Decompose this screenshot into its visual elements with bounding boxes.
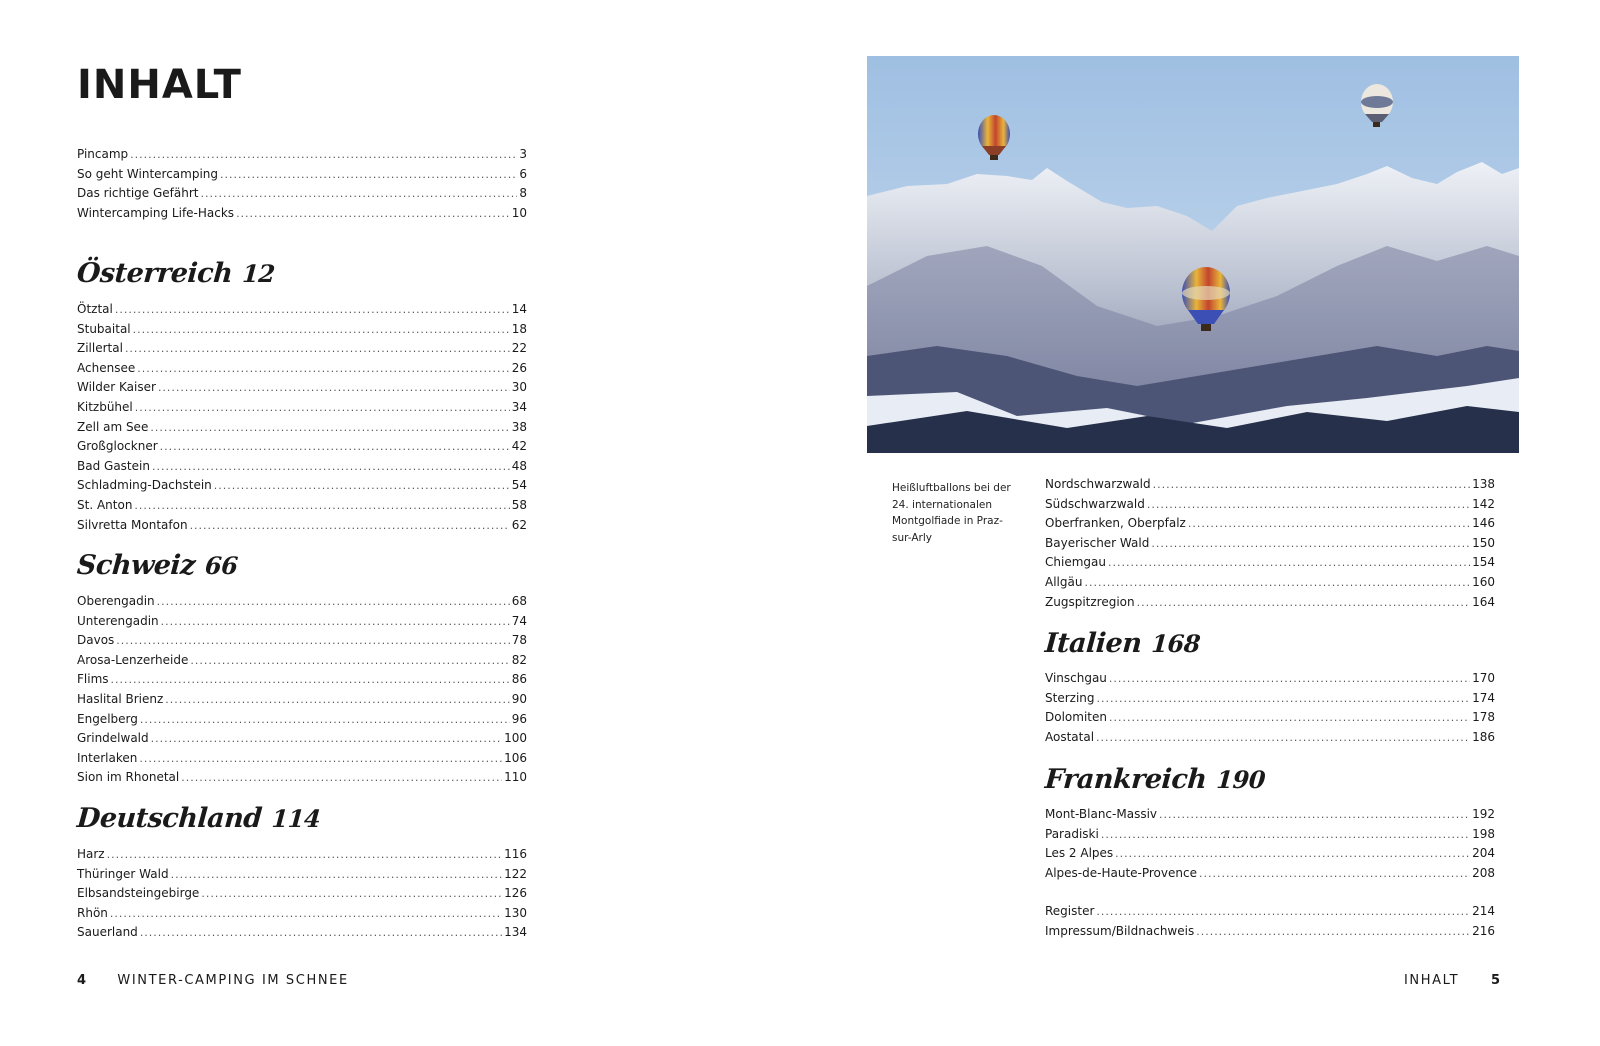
toc-entry-page: 174	[1472, 690, 1495, 705]
toc-entry-title: St. Anton	[77, 497, 133, 512]
toc-entry-title: Mont-Blanc-Massiv	[1045, 807, 1158, 821]
section-page: 114	[270, 804, 322, 833]
toc-entry-title: Interlaken	[77, 750, 138, 765]
toc-entry	[77, 341, 527, 361]
toc-leader-dots	[111, 673, 510, 686]
toc-entry-page: 42	[511, 439, 527, 454]
toc-entry-page: 138	[1472, 477, 1495, 491]
toc-entry-page: 68	[511, 594, 527, 608]
toc-entry-page: 126	[504, 886, 527, 901]
toc-leader-dots	[1084, 576, 1470, 589]
toc-entry-title: Alpes-de-Haute-Provence	[1045, 865, 1197, 880]
toc-deutschland	[77, 847, 527, 945]
toc-leader-dots	[190, 519, 510, 532]
footer-left	[77, 973, 349, 988]
toc-entry	[1045, 730, 1495, 750]
toc-entry	[1045, 846, 1495, 866]
toc-entry-title: Haslital Brienz	[77, 691, 164, 706]
toc-leader-dots	[1108, 556, 1470, 569]
toc-entry-title: Nordschwarzwald	[1045, 477, 1151, 491]
toc-entry	[77, 672, 527, 692]
section-heading-frankreich	[1044, 764, 1266, 795]
toc-entry-page: 54	[511, 478, 527, 493]
toc-entry	[77, 653, 527, 673]
footer-page-number: 4	[77, 973, 88, 988]
footer-running-title: WINTER-CAMPING IM SCHNEE	[117, 973, 349, 988]
toc-leader-dots	[190, 654, 509, 667]
toc-leader-dots	[214, 479, 510, 492]
toc-entry-title: Achensee	[77, 360, 136, 375]
toc-entry	[77, 614, 527, 634]
toc-entry	[77, 518, 527, 538]
toc-entry	[77, 751, 527, 771]
toc-entry	[77, 847, 527, 867]
toc-entry-title: Dolomiten	[1045, 710, 1107, 725]
toc-entry-title: Bad Gastein	[77, 458, 150, 473]
toc-entry	[1045, 477, 1495, 497]
toc-entry-page: 110	[504, 770, 527, 785]
toc-entry-title: Zugspitzregion	[1045, 594, 1135, 609]
toc-entry	[77, 167, 527, 187]
toc-leader-dots	[115, 303, 510, 316]
toc-entry	[77, 478, 527, 498]
toc-leader-dots	[236, 207, 510, 220]
toc-entry	[77, 322, 527, 342]
toc-entry-title: Zell am See	[77, 419, 149, 434]
toc-entry-title: Chiemgau	[1045, 555, 1106, 570]
toc-frankreich	[1045, 807, 1495, 885]
toc-entry-title: Register	[1045, 904, 1095, 918]
toc-entry-title: Oberfranken, Oberpfalz	[1045, 516, 1186, 531]
section-page: 168	[1150, 629, 1202, 658]
toc-leader-dots	[1153, 478, 1470, 491]
toc-leader-dots	[158, 381, 510, 394]
section-page: 12	[241, 259, 276, 288]
section-heading-deutschland	[76, 803, 322, 834]
toc-entry-title: Pincamp	[77, 147, 129, 161]
toc-entry	[1045, 827, 1495, 847]
toc-entry-page: 22	[511, 341, 527, 356]
toc-entry-title: Wintercamping Life-Hacks	[77, 205, 235, 220]
toc-entry	[77, 906, 527, 926]
toc-entry	[77, 886, 527, 906]
toc-entry-title: Oberengadin	[77, 594, 155, 608]
toc-entry	[1045, 555, 1495, 575]
toc-entry-page: 3	[519, 147, 527, 161]
toc-entry	[77, 498, 527, 518]
toc-leader-dots	[157, 595, 510, 608]
photo-caption: Heißluftballons bei der 24. internationalen Montgolfiade in Praz-sur-Arly	[892, 482, 1011, 544]
toc-entry-page: 208	[1472, 865, 1495, 880]
footer-running-title: INHALT	[1404, 973, 1460, 988]
toc-oesterreich	[77, 302, 527, 537]
toc-entry-title: Flims	[77, 672, 109, 687]
toc-entry	[1045, 904, 1495, 924]
toc-entry-page: 6	[519, 166, 527, 181]
toc-entry	[77, 459, 527, 479]
toc-entry-page: 130	[504, 905, 527, 920]
toc-entry	[77, 770, 527, 790]
toc-entry	[1045, 497, 1495, 517]
toc-leader-dots	[1196, 925, 1470, 938]
toc-leader-dots	[1147, 498, 1470, 511]
toc-leader-dots	[1137, 596, 1470, 609]
toc-entry	[77, 439, 527, 459]
toc-leader-dots	[201, 187, 518, 200]
toc-entry	[77, 206, 527, 226]
toc-leader-dots	[140, 926, 502, 939]
section-heading-schweiz	[76, 550, 239, 581]
toc-entry	[77, 302, 527, 322]
toc-entry-title: Vinschgau	[1045, 671, 1107, 685]
toc-entry-title: Engelberg	[77, 711, 138, 726]
toc-entry-page: 122	[504, 866, 527, 881]
toc-entry-page: 96	[511, 711, 527, 726]
toc-entry-page: 150	[1472, 535, 1495, 550]
toc-entry-title: Rhön	[77, 905, 108, 920]
toc-entry-page: 34	[511, 399, 527, 414]
toc-italien	[1045, 671, 1495, 749]
toc-entry-page: 186	[1472, 729, 1495, 744]
toc-entry-page: 178	[1472, 710, 1495, 725]
toc-deutschland-continued	[1045, 477, 1495, 614]
footer-page-number: 5	[1490, 973, 1502, 988]
toc-entry	[1045, 691, 1495, 711]
toc-entry-title: Südschwarzwald	[1045, 496, 1145, 511]
toc-entry	[77, 361, 527, 381]
toc-entry-title: Sterzing	[1045, 690, 1095, 705]
toc-entry-page: 30	[511, 380, 527, 395]
toc-leader-dots	[1115, 847, 1470, 860]
toc-entry-title: Elbsandsteingebirge	[77, 886, 200, 901]
toc-entry	[77, 147, 527, 167]
toc-entry-title: Les 2 Alpes	[1045, 846, 1114, 861]
toc-leader-dots	[130, 148, 517, 161]
toc-leader-dots	[139, 752, 502, 765]
toc-entry	[1045, 575, 1495, 595]
toc-entry-page: 100	[504, 731, 527, 746]
toc-entry-page: 192	[1472, 807, 1495, 821]
section-title: Frankreich	[1043, 764, 1208, 795]
toc-leader-dots	[161, 615, 510, 628]
toc-leader-dots	[125, 342, 510, 355]
toc-entry	[1045, 595, 1495, 615]
toc-entry-page: 18	[511, 321, 527, 336]
toc-entry	[1045, 866, 1495, 886]
footer-right	[1404, 973, 1502, 988]
toc-entry-page: 26	[511, 360, 527, 375]
toc-leader-dots	[171, 868, 503, 881]
section-title: Deutschland	[75, 803, 263, 834]
toc-entry	[1045, 807, 1495, 827]
balloon-photo	[867, 56, 1519, 453]
toc-entry	[77, 692, 527, 712]
toc-entry-title: Schladming-Dachstein	[77, 478, 212, 493]
toc-entry-title: Sion im Rhonetal	[77, 770, 180, 785]
toc-entry-page: 62	[511, 517, 527, 532]
toc-entry	[77, 633, 527, 653]
section-heading-oesterreich	[76, 258, 276, 289]
toc-entry-title: Thüringer Wald	[77, 866, 169, 881]
toc-entry	[1045, 516, 1495, 536]
toc-leader-dots	[1151, 537, 1470, 550]
toc-entry-page: 164	[1472, 594, 1495, 609]
toc-entry-page: 38	[511, 419, 527, 434]
toc-entry-title: Sauerland	[77, 925, 138, 940]
toc-entry-page: 214	[1472, 904, 1495, 918]
toc-entry	[77, 186, 527, 206]
toc-entry-title: Arosa-Lenzerheide	[77, 652, 189, 667]
toc-entry-title: Aostatal	[1045, 729, 1095, 744]
section-page: 66	[204, 551, 239, 580]
toc-leader-dots	[137, 362, 510, 375]
toc-entry	[77, 400, 527, 420]
toc-leader-dots	[150, 421, 509, 434]
toc-leader-dots	[1159, 808, 1470, 821]
toc-entry	[1045, 671, 1495, 691]
toc-leader-dots	[135, 401, 510, 414]
toc-entry	[77, 380, 527, 400]
toc-entry-page: 204	[1472, 846, 1495, 861]
toc-leader-dots	[1097, 692, 1471, 705]
toc-leader-dots	[165, 693, 509, 706]
toc-entry	[77, 867, 527, 887]
toc-entry-page: 216	[1472, 923, 1495, 938]
toc-entry-page: 134	[504, 925, 527, 940]
toc-leader-dots	[140, 713, 510, 726]
toc-leader-dots	[151, 732, 502, 745]
toc-entry-title: Impressum/Bildnachweis	[1045, 923, 1195, 938]
toc-leader-dots	[181, 771, 502, 784]
toc-leader-dots	[107, 848, 502, 861]
toc-entry-page: 10	[511, 205, 527, 220]
section-title: Italien	[1043, 628, 1143, 659]
toc-entry-page: 74	[511, 613, 527, 628]
toc-entry-title: Silvretta Montafon	[77, 517, 188, 532]
toc-entry-page: 8	[519, 186, 527, 201]
toc-entry	[77, 925, 527, 945]
toc-leader-dots	[201, 887, 502, 900]
toc-intro	[77, 147, 527, 225]
toc-entry-page: 160	[1472, 574, 1495, 589]
toc-entry-title: Kitzbühel	[77, 399, 133, 414]
toc-leader-dots	[1096, 905, 1470, 918]
toc-leader-dots	[160, 440, 510, 453]
toc-entry-title: Bayerischer Wald	[1045, 535, 1150, 550]
toc-leader-dots	[116, 634, 509, 647]
toc-entry-page: 58	[511, 497, 527, 512]
toc-leader-dots	[134, 499, 509, 512]
toc-entry-page: 90	[511, 691, 527, 706]
toc-leader-dots	[110, 907, 502, 920]
toc-entry-title: Zillertal	[77, 341, 123, 356]
toc-entry-page: 142	[1472, 496, 1495, 511]
toc-entry-page: 116	[504, 847, 527, 861]
toc-entry-page: 14	[511, 302, 527, 316]
toc-entry-title: Unterengadin	[77, 613, 159, 628]
toc-entry-page: 48	[511, 458, 527, 473]
toc-leader-dots	[1109, 672, 1470, 685]
toc-leader-dots	[133, 323, 510, 336]
toc-leader-dots	[1109, 711, 1470, 724]
toc-entry-title: Das richtige Gefährt	[77, 186, 199, 201]
toc-schweiz	[77, 594, 527, 790]
toc-entry-page: 78	[511, 633, 527, 648]
toc-entry-title: Allgäu	[1045, 574, 1083, 589]
toc-entry-page: 170	[1472, 671, 1495, 685]
toc-appendix	[1045, 904, 1495, 943]
toc-entry	[77, 731, 527, 751]
toc-entry-title: Paradiski	[1045, 826, 1099, 841]
toc-leader-dots	[1199, 867, 1470, 880]
toc-entry-title: Ötztal	[77, 302, 113, 316]
page-title: INHALT	[77, 62, 242, 108]
toc-entry-title: Davos	[77, 633, 115, 648]
toc-entry-page: 146	[1472, 516, 1495, 531]
toc-entry-title: Grindelwald	[77, 731, 149, 746]
section-heading-italien	[1044, 628, 1201, 659]
toc-entry-page: 86	[511, 672, 527, 687]
toc-entry-title: Großglockner	[77, 439, 158, 454]
toc-entry-title: Stubaital	[77, 321, 131, 336]
toc-entry	[77, 594, 527, 614]
toc-leader-dots	[1101, 828, 1470, 841]
toc-entry-page: 82	[511, 652, 527, 667]
toc-entry	[1045, 710, 1495, 730]
toc-entry-page: 154	[1472, 555, 1495, 570]
toc-entry	[77, 420, 527, 440]
toc-entry	[77, 712, 527, 732]
toc-entry-page: 198	[1472, 826, 1495, 841]
toc-entry-page: 106	[504, 750, 527, 765]
toc-leader-dots	[220, 168, 517, 181]
section-title: Schweiz	[75, 550, 197, 581]
toc-entry	[1045, 536, 1495, 556]
toc-entry-title: Harz	[77, 847, 105, 861]
photo-illustration	[867, 56, 1519, 453]
toc-entry-title: Wilder Kaiser	[77, 380, 156, 395]
section-page: 190	[1215, 765, 1267, 794]
toc-entry	[1045, 924, 1495, 944]
section-title: Österreich	[75, 258, 234, 289]
toc-leader-dots	[152, 460, 510, 473]
toc-leader-dots	[1188, 517, 1470, 530]
toc-entry-title: So geht Wintercamping	[77, 166, 219, 181]
toc-leader-dots	[1096, 731, 1470, 744]
